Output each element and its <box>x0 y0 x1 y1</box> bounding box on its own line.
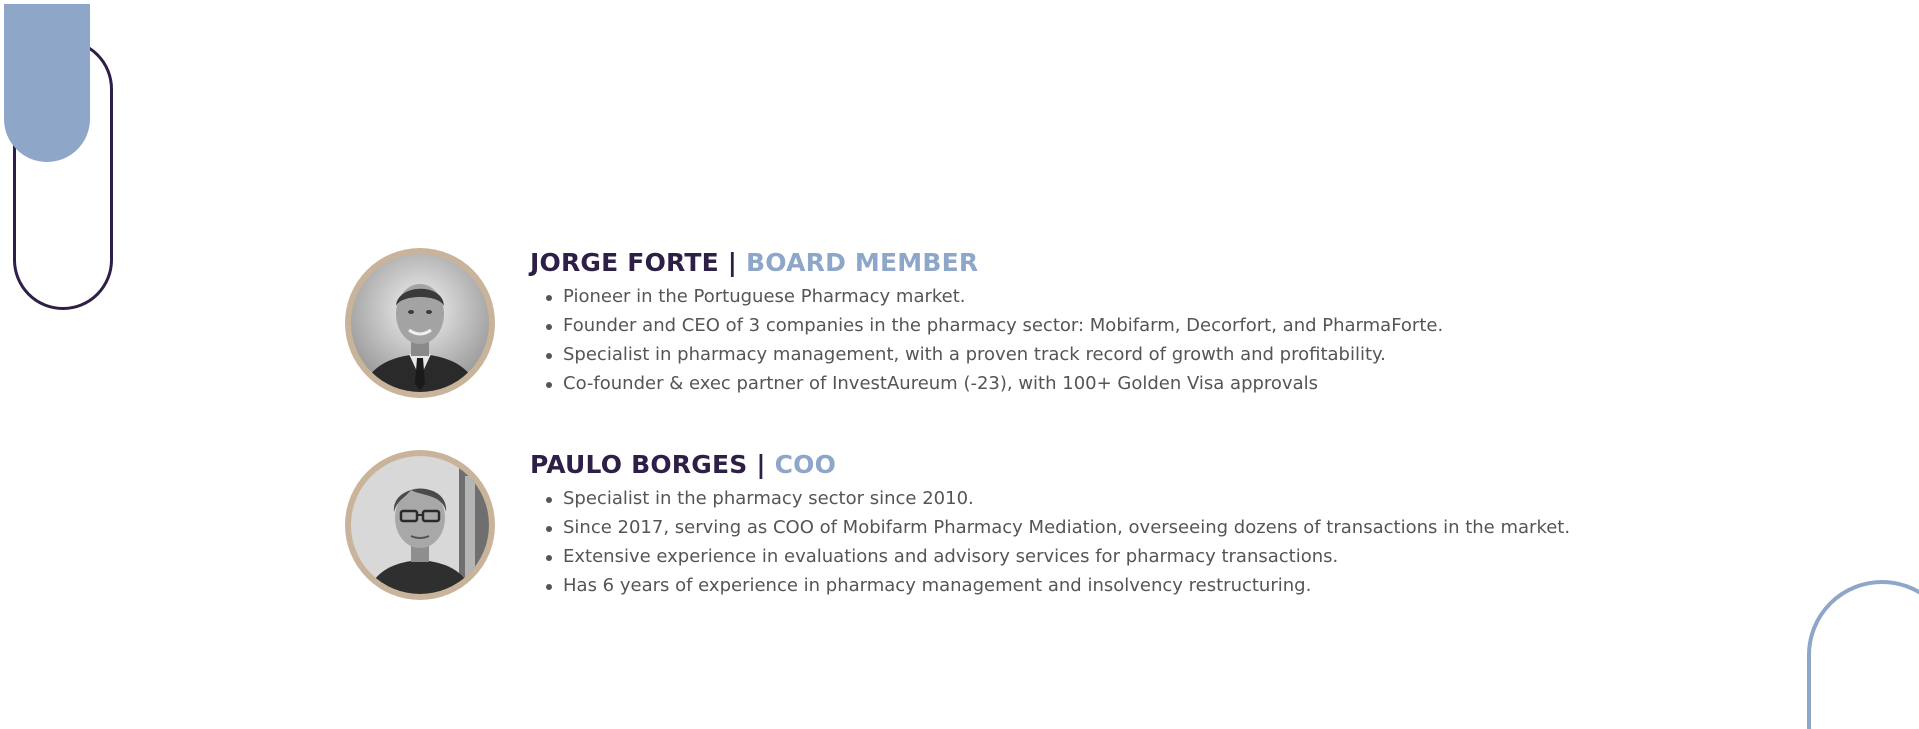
member-heading <box>530 448 1570 482</box>
member-bullets <box>530 282 1443 398</box>
bullet-item: Pioneer in the Portuguese Pharmacy market. <box>530 282 1443 311</box>
portrait-photo <box>351 456 489 594</box>
member-role: BOARD MEMBER <box>746 248 979 277</box>
member-heading <box>530 246 1443 280</box>
bullet-item: Specialist in the pharmacy sector since 2010. <box>530 484 1570 513</box>
member-details <box>530 448 1570 600</box>
heading-separator: | <box>747 450 775 479</box>
member-name: PAULO BORGES <box>530 450 748 479</box>
bullet-item: Has 6 years of experience in pharmacy management and insolvency restructuring. <box>530 571 1570 600</box>
bullet-item: Co-founder & exec partner of InvestAureum (-23), with 100+ Golden Visa approvals <box>530 369 1443 398</box>
bullet-item: Specialist in pharmacy management, with a proven track record of growth and profitability. <box>530 340 1443 369</box>
avatar <box>345 450 495 600</box>
member-name: JORGE FORTE <box>530 248 719 277</box>
decorative-arch <box>1807 580 1919 729</box>
member-role: COO <box>774 450 837 479</box>
heading-separator: | <box>718 248 747 277</box>
portrait-photo <box>351 254 489 392</box>
bullet-item: Extensive experience in evaluations and advisory services for pharmacy transactions. <box>530 542 1570 571</box>
member-details <box>530 246 1443 398</box>
avatar <box>345 248 495 398</box>
decorative-pill-fill <box>4 4 90 162</box>
bullet-item: Since 2017, serving as COO of Mobifarm Pharmacy Mediation, overseeing dozens of transactions in the market. <box>530 513 1570 542</box>
bullet-item: Founder and CEO of 3 companies in the pharmacy sector: Mobifarm, Decorfort, and PharmaForte. <box>530 311 1443 340</box>
member-bullets <box>530 484 1570 600</box>
